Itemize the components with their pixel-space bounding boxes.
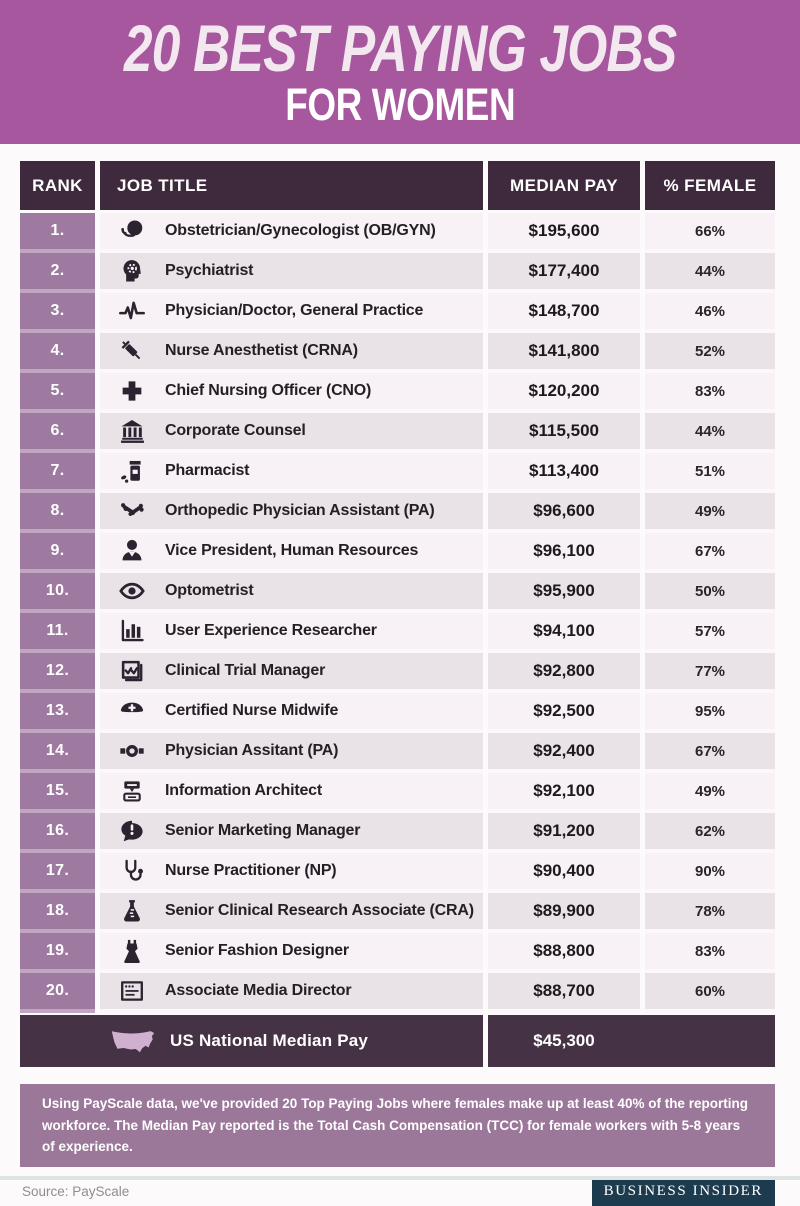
summary-label: US National Median Pay bbox=[170, 1031, 369, 1050]
median-pay-cell: $92,100 bbox=[488, 773, 640, 813]
median-pay-cell: $120,200 bbox=[488, 373, 640, 413]
rank-cell: 3. bbox=[20, 293, 95, 333]
job-title: Corporate Counsel bbox=[165, 422, 306, 439]
fetus-icon bbox=[111, 215, 153, 247]
median-pay-cell: $92,500 bbox=[488, 693, 640, 733]
percent-female-cell: 52% bbox=[645, 333, 775, 373]
median-pay-cell: $95,900 bbox=[488, 573, 640, 613]
rank-cell: 19. bbox=[20, 933, 95, 973]
table-row bbox=[20, 853, 775, 893]
pill-bottle-icon bbox=[111, 455, 153, 487]
job-cell bbox=[100, 733, 483, 773]
medical-cross-icon bbox=[111, 375, 153, 407]
table-row bbox=[20, 253, 775, 293]
page-title: 20 BEST PAYING JOBS bbox=[123, 11, 677, 86]
rank-cell: 4. bbox=[20, 333, 95, 373]
percent-female-cell: 67% bbox=[645, 533, 775, 573]
businesswoman-icon bbox=[111, 535, 153, 567]
rank-cell: 13. bbox=[20, 693, 95, 733]
table-row bbox=[20, 293, 775, 333]
media-window-icon bbox=[111, 975, 153, 1007]
table-body bbox=[20, 213, 775, 1013]
median-pay-cell: $88,800 bbox=[488, 933, 640, 973]
table-row bbox=[20, 773, 775, 813]
percent-female-cell: 50% bbox=[645, 573, 775, 613]
percent-female-cell: 49% bbox=[645, 773, 775, 813]
footnote: Using PayScale data, we've provided 20 Top Paying Jobs where females make up at least 40% of the reporting workforce. The Median Pay reported is the Total Cash Compensation (TCC) for female workers with 5-8 years of experience. bbox=[20, 1084, 775, 1167]
table-row bbox=[20, 333, 775, 373]
rank-cell: 10. bbox=[20, 573, 95, 613]
job-cell bbox=[100, 213, 483, 253]
percent-female-cell: 46% bbox=[645, 293, 775, 333]
median-pay-cell: $141,800 bbox=[488, 333, 640, 373]
job-cell bbox=[100, 373, 483, 413]
table-area bbox=[0, 144, 800, 1206]
table-row bbox=[20, 453, 775, 493]
job-title: Orthopedic Physician Assistant (PA) bbox=[165, 502, 435, 519]
table-row bbox=[20, 733, 775, 773]
dress-icon bbox=[111, 935, 153, 967]
column-header-job-title: JOB TITLE bbox=[100, 161, 483, 210]
percent-female-cell: 51% bbox=[645, 453, 775, 493]
job-title: Clinical Trial Manager bbox=[165, 662, 326, 679]
job-title: Physician/Doctor, General Practice bbox=[165, 302, 424, 319]
job-title: Senior Marketing Manager bbox=[165, 822, 361, 839]
rank-cell: 17. bbox=[20, 853, 95, 893]
job-title: Certified Nurse Midwife bbox=[165, 702, 339, 719]
median-pay-cell: $96,100 bbox=[488, 533, 640, 573]
median-pay-cell: $92,400 bbox=[488, 733, 640, 773]
table-row bbox=[20, 813, 775, 853]
table-row bbox=[20, 373, 775, 413]
nurse-cap-icon bbox=[111, 695, 153, 727]
job-cell bbox=[100, 293, 483, 333]
percent-female-cell: 44% bbox=[645, 413, 775, 453]
job-cell bbox=[100, 933, 483, 973]
percent-female-cell: 90% bbox=[645, 853, 775, 893]
stethoscope-icon bbox=[111, 855, 153, 887]
table-row bbox=[20, 893, 775, 933]
job-title: Senior Clinical Research Associate (CRA) bbox=[165, 902, 474, 919]
rank-cell: 11. bbox=[20, 613, 95, 653]
job-title: Information Architect bbox=[165, 782, 322, 799]
table-row bbox=[20, 933, 775, 973]
median-pay-cell: $88,700 bbox=[488, 973, 640, 1013]
table-row bbox=[20, 693, 775, 733]
job-title: Senior Fashion Designer bbox=[165, 942, 349, 959]
column-header-median-pay: MEDIAN PAY bbox=[488, 161, 640, 210]
job-cell bbox=[100, 573, 483, 613]
rank-cell: 14. bbox=[20, 733, 95, 773]
checklist-icon bbox=[111, 655, 153, 687]
job-title: Nurse Anesthetist (CRNA) bbox=[165, 342, 358, 359]
bones-icon bbox=[111, 495, 153, 527]
rank-cell: 16. bbox=[20, 813, 95, 853]
rank-cell: 5. bbox=[20, 373, 95, 413]
table-row bbox=[20, 573, 775, 613]
median-pay-cell: $90,400 bbox=[488, 853, 640, 893]
courthouse-icon bbox=[111, 415, 153, 447]
usa-map-icon bbox=[110, 1025, 158, 1057]
job-title: Pharmacist bbox=[165, 462, 250, 479]
job-cell bbox=[100, 813, 483, 853]
eye-icon bbox=[111, 575, 153, 607]
job-cell bbox=[100, 893, 483, 933]
median-pay-cell: $91,200 bbox=[488, 813, 640, 853]
table-row bbox=[20, 493, 775, 533]
column-header-rank: RANK bbox=[20, 161, 95, 210]
flowchart-icon bbox=[111, 775, 153, 807]
job-cell bbox=[100, 853, 483, 893]
median-pay-cell: $177,400 bbox=[488, 253, 640, 293]
rank-cell: 7. bbox=[20, 453, 95, 493]
source-credit: Source: PayScale bbox=[22, 1184, 130, 1200]
table-row bbox=[20, 613, 775, 653]
summary-pay-cell bbox=[488, 1015, 775, 1067]
table-row bbox=[20, 533, 775, 573]
job-title: Nurse Practitioner (NP) bbox=[165, 862, 337, 879]
job-cell bbox=[100, 613, 483, 653]
rank-cell: 15. bbox=[20, 773, 95, 813]
business-insider-logo: BUSINESS INSIDER bbox=[592, 1178, 775, 1206]
page-subtitle: FOR WOMEN bbox=[285, 78, 515, 130]
summary-pay-value: $45,300 bbox=[533, 1031, 595, 1050]
percent-female-cell: 62% bbox=[645, 813, 775, 853]
head-mirror-icon bbox=[111, 735, 153, 767]
job-cell bbox=[100, 653, 483, 693]
flask-icon bbox=[111, 895, 153, 927]
job-title: Associate Media Director bbox=[165, 982, 352, 999]
job-title: Optometrist bbox=[165, 582, 254, 599]
rank-cell: 8. bbox=[20, 493, 95, 533]
job-cell bbox=[100, 693, 483, 733]
percent-female-cell: 67% bbox=[645, 733, 775, 773]
median-pay-cell: $96,600 bbox=[488, 493, 640, 533]
footer-bar bbox=[20, 1178, 775, 1206]
median-pay-cell: $148,700 bbox=[488, 293, 640, 333]
median-pay-cell: $94,100 bbox=[488, 613, 640, 653]
table-row bbox=[20, 213, 775, 253]
rank-cell: 1. bbox=[20, 213, 95, 253]
syringe-icon bbox=[111, 335, 153, 367]
percent-female-cell: 44% bbox=[645, 253, 775, 293]
rank-cell: 9. bbox=[20, 533, 95, 573]
job-cell bbox=[100, 413, 483, 453]
table-row bbox=[20, 413, 775, 453]
job-cell bbox=[100, 493, 483, 533]
rank-cell: 20. bbox=[20, 973, 95, 1013]
job-cell bbox=[100, 333, 483, 373]
job-title: Psychiatrist bbox=[165, 262, 254, 279]
table-header-row bbox=[20, 161, 775, 210]
rank-cell: 6. bbox=[20, 413, 95, 453]
job-title: Physician Assitant (PA) bbox=[165, 742, 339, 759]
job-title: Chief Nursing Officer (CNO) bbox=[165, 382, 372, 399]
rank-cell: 2. bbox=[20, 253, 95, 293]
job-cell bbox=[100, 253, 483, 293]
job-cell bbox=[100, 773, 483, 813]
head-gear-icon bbox=[111, 255, 153, 287]
percent-female-cell: 49% bbox=[645, 493, 775, 533]
percent-female-cell: 66% bbox=[645, 213, 775, 253]
median-pay-cell: $195,600 bbox=[488, 213, 640, 253]
rank-cell: 12. bbox=[20, 653, 95, 693]
table-row bbox=[20, 973, 775, 1013]
percent-female-cell: 60% bbox=[645, 973, 775, 1013]
percent-female-cell: 83% bbox=[645, 933, 775, 973]
job-title: User Experience Researcher bbox=[165, 622, 377, 639]
heartbeat-icon bbox=[111, 295, 153, 327]
speech-bubble-icon bbox=[111, 815, 153, 847]
job-title: Obstetrician/Gynecologist (OB/GYN) bbox=[165, 222, 436, 239]
percent-female-cell: 57% bbox=[645, 613, 775, 653]
job-cell bbox=[100, 453, 483, 493]
median-pay-cell: $115,500 bbox=[488, 413, 640, 453]
bar-chart-icon bbox=[111, 615, 153, 647]
rank-cell: 18. bbox=[20, 893, 95, 933]
percent-female-cell: 83% bbox=[645, 373, 775, 413]
percent-female-cell: 78% bbox=[645, 893, 775, 933]
summary-row bbox=[20, 1015, 775, 1067]
summary-label-cell bbox=[20, 1015, 483, 1067]
percent-female-cell: 77% bbox=[645, 653, 775, 693]
median-pay-cell: $113,400 bbox=[488, 453, 640, 493]
percent-female-cell: 95% bbox=[645, 693, 775, 733]
infographic-header bbox=[0, 0, 800, 144]
column-header-percent-female: % FEMALE bbox=[645, 161, 775, 210]
job-cell bbox=[100, 533, 483, 573]
median-pay-cell: $89,900 bbox=[488, 893, 640, 933]
table-row bbox=[20, 653, 775, 693]
bottom-border bbox=[0, 1176, 800, 1180]
median-pay-cell: $92,800 bbox=[488, 653, 640, 693]
job-cell bbox=[100, 973, 483, 1013]
job-title: Vice President, Human Resources bbox=[165, 542, 419, 559]
